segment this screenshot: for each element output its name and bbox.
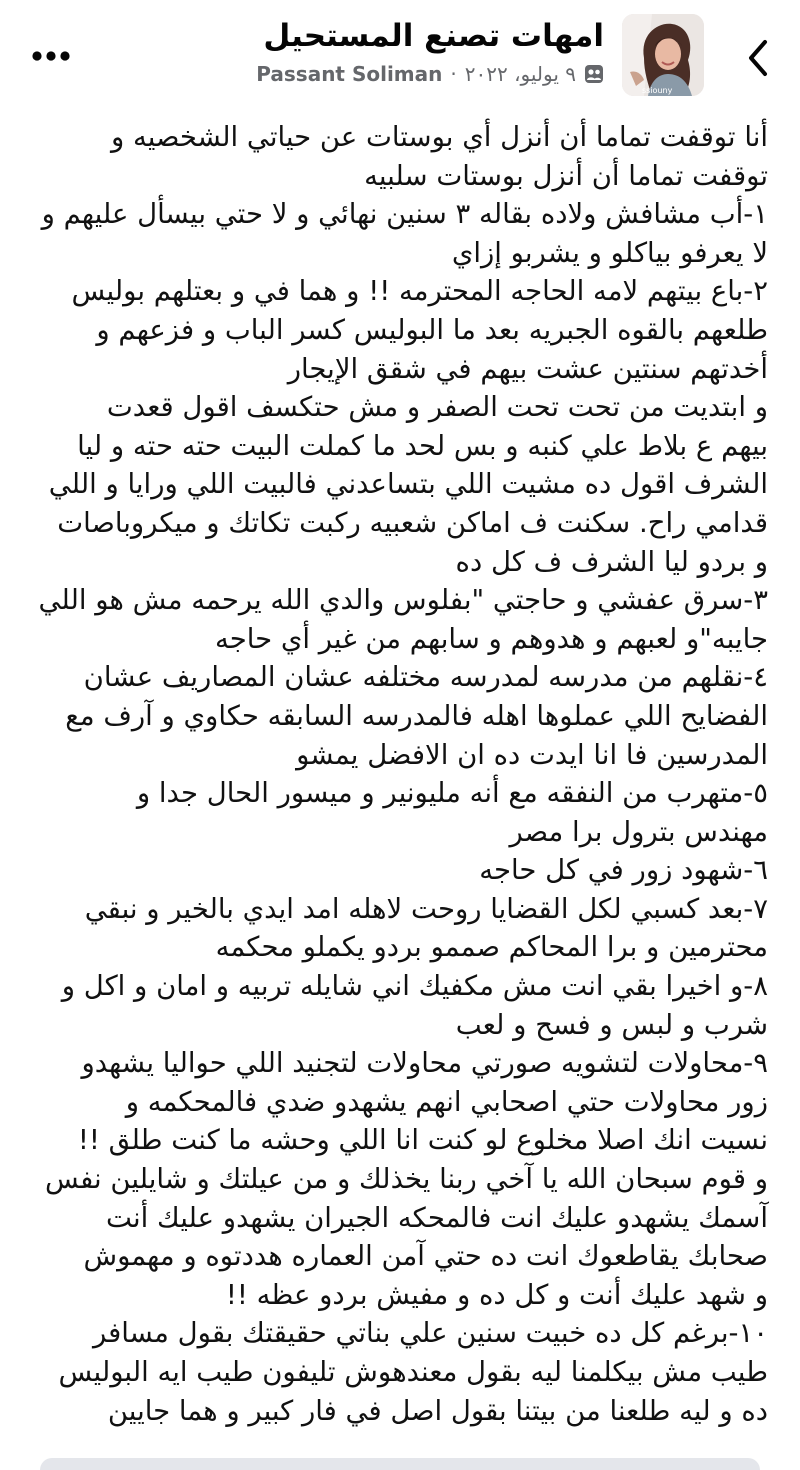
group-avatar-image [622,14,704,96]
post-line: أنا توقفت تماما أن أنزل أي بوستات عن حياتي الشخصيه و [110,121,768,153]
post-line: نسيت انك اصلا مخلوع لو كنت انا اللي وحشه ما كنت طلق !! [77,1124,768,1157]
post-line: بيهم ع بلاط علي كنبه و بس لحد ما كملت البيت حته حته و ليا [77,429,768,462]
post-line: شرب و لبس و فسح و لعب [455,1008,768,1041]
meta-separator: · [450,62,457,86]
post-line: ٣-سرق عفشي و حاجتي "بفلوس والدي الله يرحمه مش هو اللي [38,584,768,617]
post-line: أخدتهم سنتين عشت بيهم في شقق الإيجار [287,352,768,385]
post-header [0,0,800,108]
chevron-left-icon [746,38,770,78]
post-line: لا يعرفو بياكلو و يشربو إزاي [451,236,768,269]
post-line: ٩-محاولات لتشويه صورتي محاولات لتجنيد اللي حواليا يشهدو [81,1047,768,1080]
group-avatar[interactable] [622,14,704,96]
post-line: زور محاولات حتي اصحابي انهم يشهدو ضدي فالمحكمه و [125,1085,768,1118]
post-line: و قوم سبحان الله يا آخي ربنا يخذلك و من عيلتك و شايلين نفس [45,1163,768,1196]
post-date[interactable]: ٩ يوليو، ٢٠٢٢ [464,62,576,86]
post-line: محترمين و برا المحاكم صممو بردو يكملو محكمه [215,931,768,964]
post-line: طيب مش بيكلمنا ليه بقول معندهوش تليفون طيب ايه البوليس [58,1356,768,1388]
post-line: آسمك يشهدو عليك انت فالمحكه الجيران يشهدو عليك أنت [106,1201,768,1234]
post-line: جايبه"و لعبهم و هدوهم و سابهم من غير أي حاجه [214,622,768,655]
post-line: ٦-شهود زور في كل حاجه [479,854,768,887]
avatar-caption: ssiouny [642,86,673,95]
back-button[interactable] [738,34,778,82]
post-line: ١٠-برغم كل ده خبيت سنين علي بناتي حقيقتك بقول مسافر [92,1317,768,1350]
post-line: توقفت تماما أن أنزل بوستات سلبيه [364,159,768,192]
bottom-bar-edge [40,1458,760,1470]
post-line: ٧-بعد كسبي لكل القضايا روحت لاهله امد ايدي بالخير و نبقي [84,892,768,925]
post-line: قدامي راح. سكنت ف اماكن شعبيه ركبت تكاتك و ميكروباصات [57,506,768,539]
post-line: و بردو ليا الشرف ف كل ده [455,545,768,578]
post-line: صحابك يقاطعوك انت ده حتي آمن العماره هددتوه و مهموش [83,1240,768,1273]
post-line: و ابتديت من تحت تحت الصفر و مش حتكسف اقول قعدت [106,391,768,424]
group-name[interactable]: امهات تصنع المستحيل [263,18,604,54]
group-audience-icon [584,64,604,84]
author-name[interactable]: Passant Soliman [256,62,443,86]
post-line: ٨-و اخيرا بقي انت مش مكفيك اني شايله تربيه و امان و اكل و [61,970,768,1003]
post-line: الفضايح اللي عملوها اهله فالمدرسه السابقه حكاوي و آرف مع [65,699,768,732]
post-line: و شهد عليك أنت و كل ده و مفيش بردو عظه !! [225,1278,768,1311]
post-text [30,118,768,1430]
post-line: ده و ليه طلعنا من بيتنا بقول اصل في فار كبير و هما جايين [107,1394,768,1427]
post-line: المدرسين فا انا ايدت ده ان الافضل يمشو [296,738,768,771]
post-line: طلعهم بالقوه الجبريه بعد ما البوليس كسر الباب و فزعهم و [96,313,768,346]
post-line: ٤-نقلهم من مدرسه لمدرسه مختلفه عشان المصاريف عشان [83,661,768,694]
post-line: مهندس بترول برا مصر [509,815,768,848]
post-meta [256,58,604,90]
post-line: ١-أب مشافش ولاده بقاله ٣ سنين نهائي و لا حتي بيسأل عليهم و [41,198,768,231]
more-dots-icon [31,50,71,62]
post-line: الشرف اقول ده مشيت اللي بتساعدني فالبيت اللي ورايا و اللي [48,468,768,501]
post-line: ٥-متهرب من النفقه مع أنه مليونير و ميسور الحال جدا و [136,777,768,810]
post-line: ٢-باع بيتهم لامه الحاجه المحترمه !! و هما في و بعتلهم بوليس [71,275,768,308]
more-options-button[interactable] [26,36,76,76]
